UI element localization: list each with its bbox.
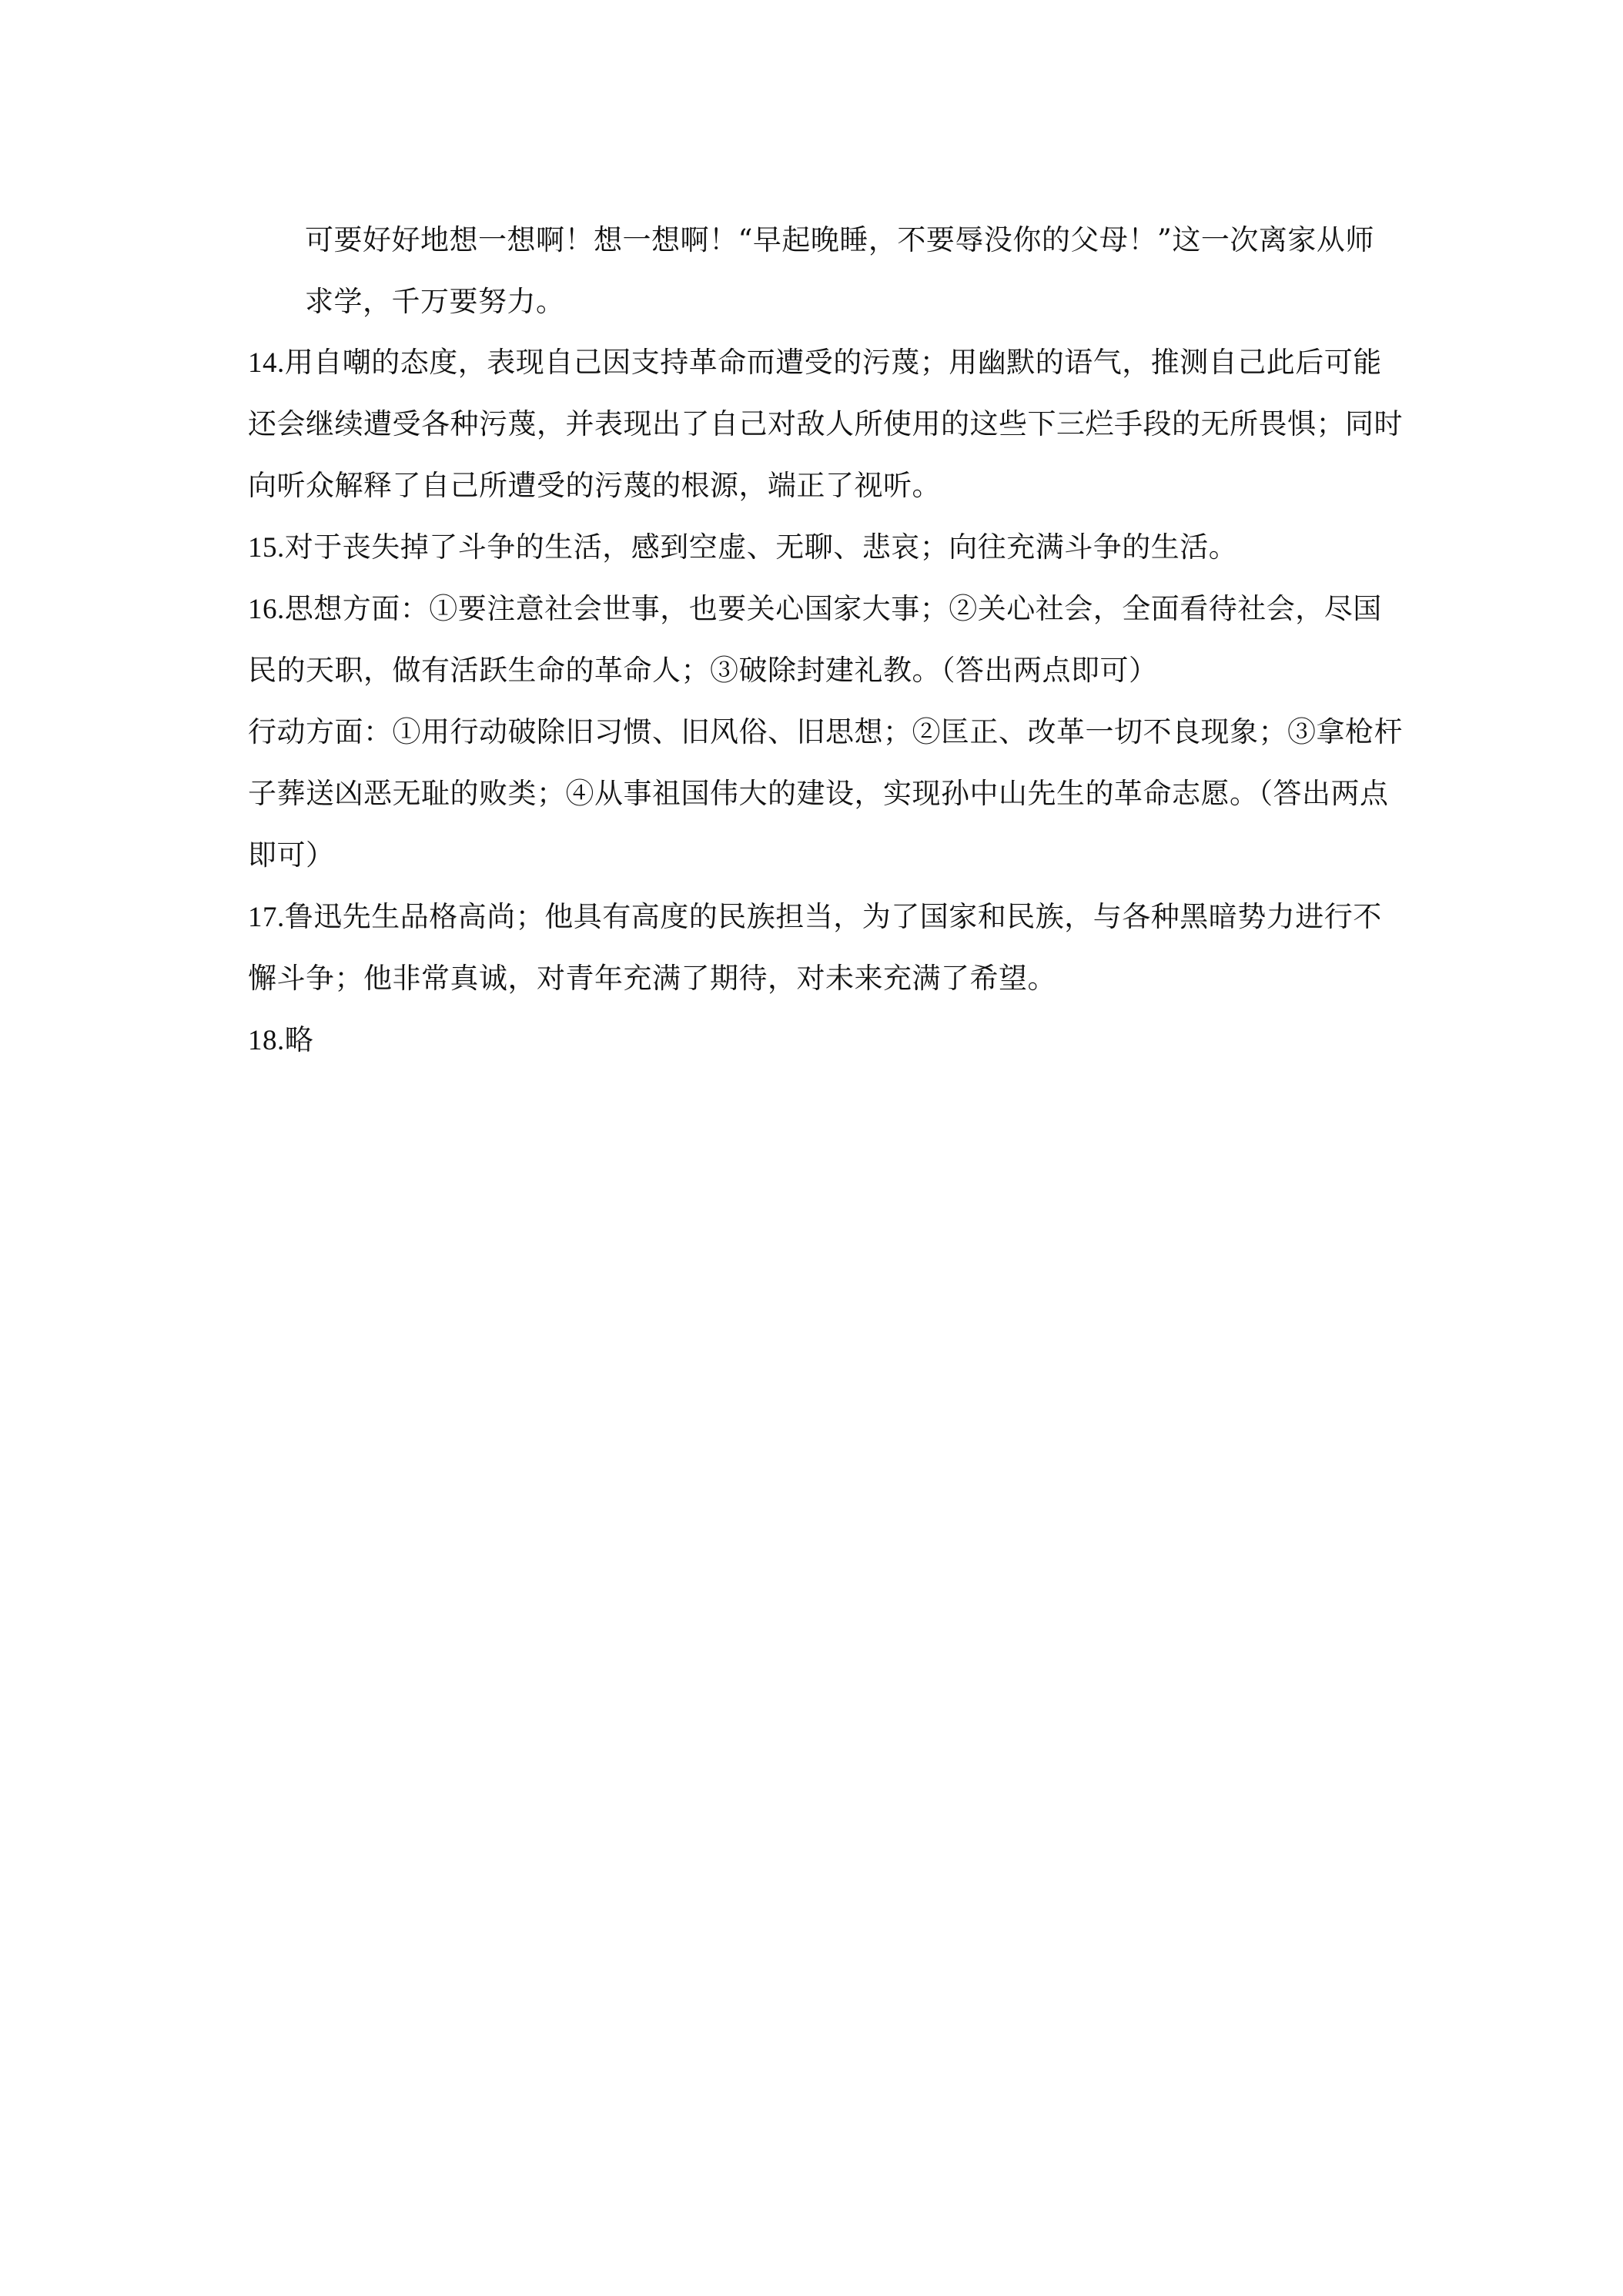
answer-16-action	[248, 702, 1403, 887]
text-line: 14.用自嘲的态度，表现自己因支持革命而遭受的污蔑；用幽默的语气，推测自己此后可能	[248, 347, 1382, 379]
text-line: 行动方面：①用行动破除旧习惯、旧风俗、旧思想；②匡正、改革一切不良现象；③拿枪杆	[248, 717, 1403, 748]
text-line: 15.对于丧失掉了斗争的生活，感到空虚、无聊、悲哀；向往充满斗争的生活。	[248, 532, 1238, 564]
answer-16-thought	[248, 579, 1382, 702]
text-line: 18.略	[248, 1025, 314, 1056]
text-line: 求学，千万要努力。	[305, 285, 565, 318]
text-line: 即可）	[248, 840, 335, 872]
answer-14	[248, 333, 1403, 517]
text-line: 懈斗争；他非常真诚，对青年充满了期待，对未来充满了希望。	[248, 963, 1056, 995]
answer-15	[248, 517, 1378, 579]
text-line: 16.思想方面：①要注意社会世事，也要关心国家大事；②关心社会，全面看待社会，尽国	[248, 594, 1382, 625]
text-line: 民的天职，做有活跃生命的革命人；③破除封建礼教。（答出两点即可）	[248, 655, 1158, 687]
answer-18	[248, 1010, 1378, 1072]
answer-17	[248, 887, 1382, 1010]
text-line: 17.鲁迅先生品格高尚；他具有高度的民族担当，为了国家和民族，与各种黑暗势力进行不	[248, 902, 1382, 933]
answer-text-block	[248, 209, 1403, 1072]
text-line: 子葬送凶恶无耻的败类；④从事祖国伟大的建设，实现孙中山先生的革命志愿。（答出两点	[248, 778, 1389, 810]
text-line: 可要好好地想一想啊！想一想啊！“早起晚睡，不要辱没你的父母！”这一次离家从师	[305, 223, 1374, 256]
text-line: 还会继续遭受各种污蔑，并表现出了自己对敌人所使用的这些下三烂手段的无所畏惧；同时	[248, 409, 1403, 440]
text-line: 向听众解释了自己所遭受的污蔑的根源，端正了视听。	[248, 470, 941, 502]
intro-paragraph	[248, 209, 1378, 333]
